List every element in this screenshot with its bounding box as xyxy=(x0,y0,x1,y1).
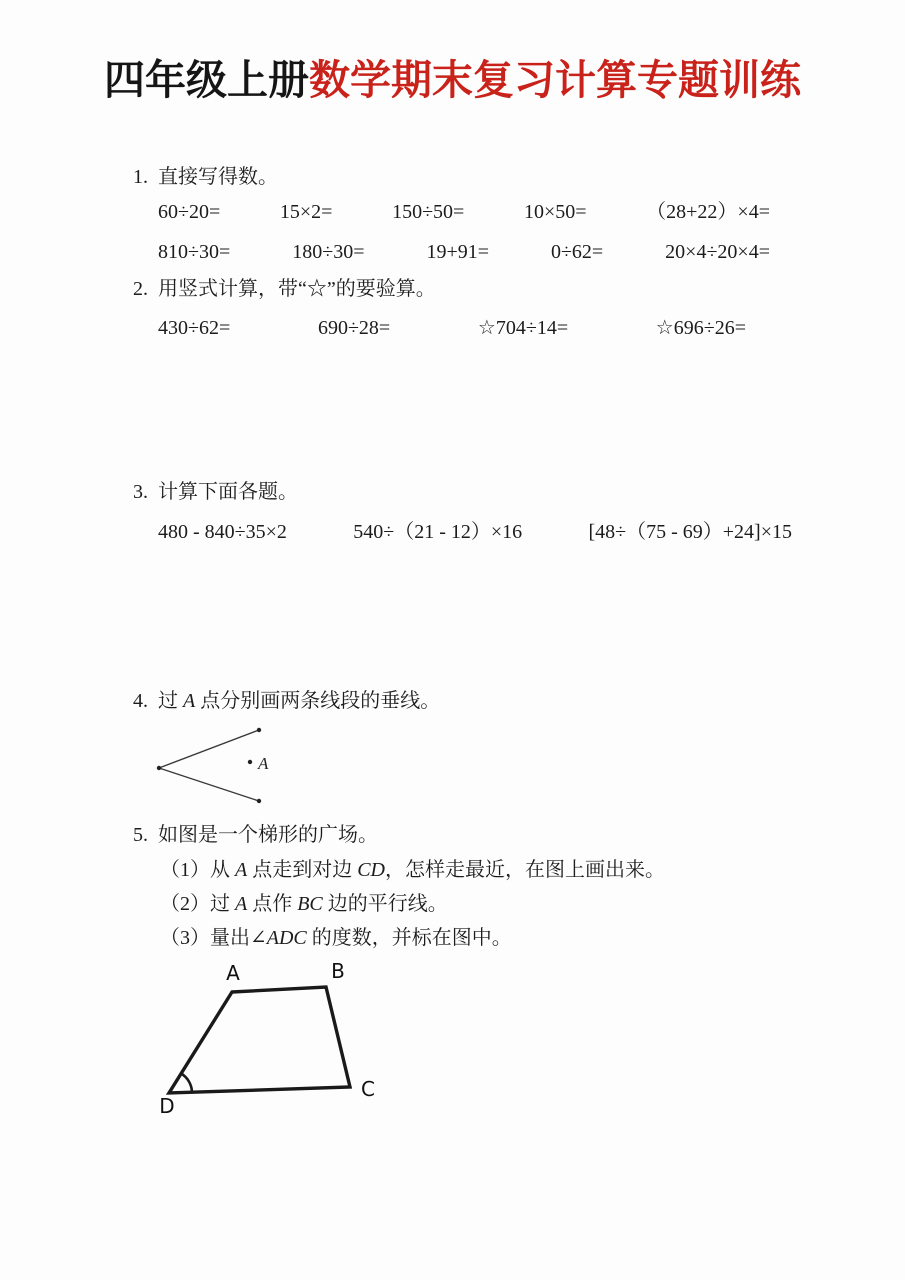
problem-3-row xyxy=(158,520,792,544)
problem-1-number: 1. xyxy=(133,166,148,188)
expression: [48÷（75 - 69）+24]×15 xyxy=(588,521,792,543)
subitem-2-marker: （2） xyxy=(160,893,210,915)
subitem-2-text: 过 xyxy=(210,893,235,915)
expression: ☆704÷14= xyxy=(477,317,569,339)
expression: 430÷62= xyxy=(158,317,231,339)
trapezoid-figure xyxy=(150,958,390,1128)
expression: 150÷50= xyxy=(392,201,465,223)
subitem-3-marker: （3） xyxy=(160,927,210,949)
subitem-3-angle-ref: ADC xyxy=(266,927,307,949)
expression: 10×50= xyxy=(523,201,587,223)
problem-5-subitem-1 xyxy=(160,858,665,882)
problem-1-row-2 xyxy=(158,240,770,264)
title-grade-part: 四年级上册 xyxy=(104,56,309,104)
problem-3-number: 3. xyxy=(133,481,148,503)
expression: 60÷20= xyxy=(158,201,221,223)
segments-figure-svg xyxy=(140,715,310,815)
expression: ☆696÷26= xyxy=(655,317,746,339)
problem-3-title: 计算下面各题。 xyxy=(158,481,298,503)
subitem-1-side-ref: CD xyxy=(357,859,386,881)
point-a-label: A xyxy=(258,754,269,773)
problem-1-row-1 xyxy=(158,200,770,224)
problem-1-title: 直接写得数。 xyxy=(158,166,278,188)
subitem-2-side-ref: BC xyxy=(297,893,323,915)
problem-5-number: 5. xyxy=(133,824,148,846)
problem-4-title-pre: 过 xyxy=(158,690,183,712)
problem-3-header xyxy=(133,480,298,504)
vertex-a-label: A xyxy=(226,961,240,985)
segment-upper xyxy=(159,730,259,768)
vertex-dot xyxy=(157,766,161,770)
problem-2-title: 用竖式计算，带“☆”的要验算。 xyxy=(158,278,436,300)
expression: （28+22）×4= xyxy=(646,201,770,223)
vertex-c-label: C xyxy=(361,1077,375,1101)
expression: 15×2= xyxy=(279,201,333,223)
vertex-b-label: B xyxy=(331,959,345,983)
title-subject-part: 数学期末复习计算专题训练 xyxy=(309,56,801,104)
page-title xyxy=(0,54,905,106)
endpoint-dot-lower xyxy=(257,799,261,803)
angle-arc-at-d xyxy=(181,1074,192,1093)
expression: 690÷28= xyxy=(317,317,391,339)
problem-1-header xyxy=(133,165,278,189)
perpendicular-exercise-figure xyxy=(140,715,310,815)
expression: 540÷（21 - 12）×16 xyxy=(353,521,523,543)
subitem-3-text: 量出∠ xyxy=(210,927,267,949)
subitem-1-text: 点走到对边 xyxy=(247,859,358,881)
subitem-2-text: 点作 xyxy=(247,893,298,915)
vertex-d-label: D xyxy=(159,1094,175,1118)
problem-4-title-post: 点分别画两条线段的垂线。 xyxy=(195,690,441,712)
problem-4-point-ref: A xyxy=(183,690,196,712)
subitem-1-marker: （1） xyxy=(160,859,210,881)
expression: 180÷30= xyxy=(292,241,365,263)
subitem-2-text: 边的平行线。 xyxy=(322,893,448,915)
problem-2-header xyxy=(133,277,436,301)
problem-5-header xyxy=(133,823,378,847)
problem-5-title: 如图是一个梯形的广场。 xyxy=(158,824,378,846)
point-a-dot xyxy=(248,760,252,764)
problem-4-header xyxy=(133,689,440,713)
subitem-1-text: ，怎样走最近，在图上画出来。 xyxy=(385,859,666,881)
problem-2-number: 2. xyxy=(133,278,148,300)
expression: 19+91= xyxy=(426,241,489,263)
subitem-2-point-ref: A xyxy=(235,893,248,915)
expression: 20×4÷20×4= xyxy=(665,241,770,263)
trapezoid-svg xyxy=(150,958,390,1128)
segment-lower xyxy=(159,768,259,801)
endpoint-dot-upper xyxy=(257,728,261,732)
expression: 480 - 840÷35×2 xyxy=(158,521,287,543)
problem-4-number: 4. xyxy=(133,690,148,712)
expression: 0÷62= xyxy=(550,241,604,263)
expression: 810÷30= xyxy=(158,241,231,263)
problem-5-subitem-3 xyxy=(160,926,512,950)
problem-5-subitem-2 xyxy=(160,892,448,916)
subitem-1-point-ref: A xyxy=(235,859,248,881)
subitem-3-text: 的度数，并标在图中。 xyxy=(306,927,512,949)
trapezoid-outline xyxy=(169,987,350,1093)
subitem-1-text: 从 xyxy=(210,859,235,881)
problem-2-row xyxy=(158,316,746,340)
